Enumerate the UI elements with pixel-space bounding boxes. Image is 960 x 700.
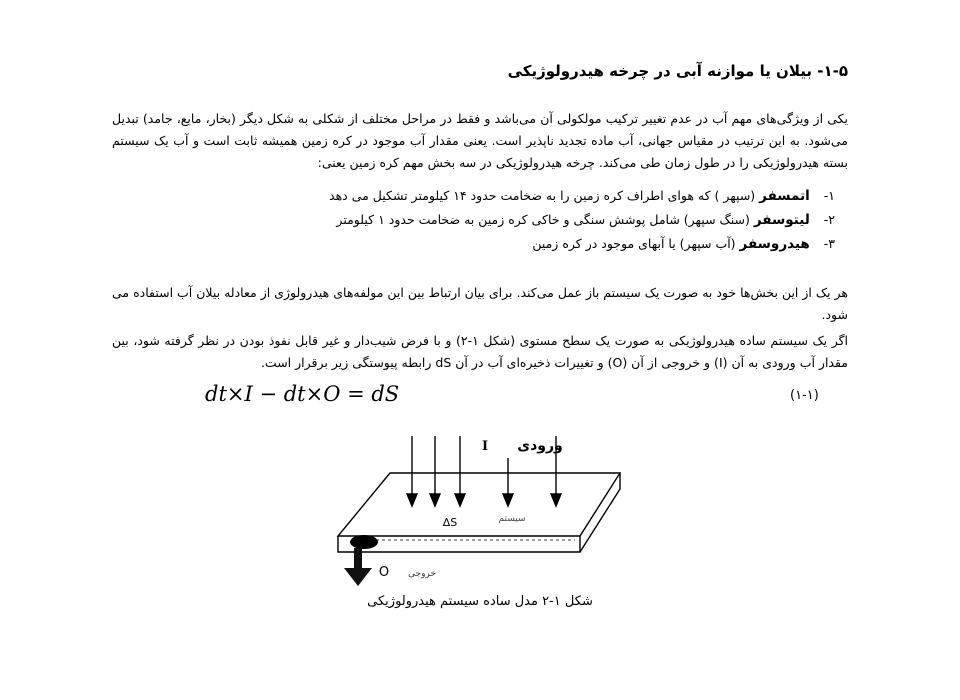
slab-top-face [338, 473, 620, 536]
paragraph-open-systems: هر یک از این بخش‌ها خود به صورت یک سیستم باز عمل می‌کند. برای بیان ارتباط بین این مولفه‌های هیدرولوژی از معادله بیلان آب استفاده می شود. [112, 285, 848, 322]
list-item-term: لیتوسفر [753, 212, 810, 228]
output-label: خروجی [408, 569, 436, 579]
input-label: ورودی [517, 438, 563, 454]
hydrologic-system-diagram [330, 428, 630, 590]
list-item-description: (سپهر ) که هوای اطراف کره زمین را به ضخامت حدود ۱۴ کیلومتر تشکیل می دهد [329, 188, 756, 203]
outflow-drop [350, 535, 378, 549]
input-symbol: I [481, 439, 489, 454]
list-item [135, 208, 835, 232]
list-item-description: (آب سپهر) یا آبهای موجود در کره زمین [532, 236, 736, 251]
figure-caption: شکل ۱-۲ مدل ساده سیستم هیدرولوژیکی [367, 594, 593, 609]
section-heading: ۱-۵- بیلان یا موازنه آبی در چرخه هیدرولوژیکی [507, 62, 848, 80]
equation-number: (۱-۱) [790, 388, 819, 403]
paragraph-intro: یکی از ویژگی‌های مهم آب در عدم تغییر ترکیب مولکولی آن می‌باشد و فقط در مراحل مختلف از شکلی به شکل دیگر (بخار، مایع، جامد) تبدیل می‌شود. به این ترتیب در مقیاس جهانی، آب ماده تجدید ناپذیر است. یعنی مقدار آب موجود در کره زمین همیشه ثابت است و آب یک سیستم بسته هیدرولوژیکی را در طول زمان طی می‌کند. چرخه هیدرولوژیکی در سه بخش مهم کره زمین یعنی: [112, 111, 848, 170]
list-item [135, 184, 835, 208]
list-item-number: ۲- [823, 212, 835, 227]
output-symbol: O [378, 565, 390, 580]
water-balance-equation: dt×I − dt×O = dS [205, 382, 400, 406]
list-item-number: ۳- [823, 236, 835, 251]
list-item-description: (سنگ سپهر) شامل پوشش سنگی و خاکی کره زمین به ضخامت حدود ۱ کیلومتر [336, 212, 750, 227]
system-label: سیستم [498, 514, 526, 524]
spheres-list [135, 184, 835, 256]
list-item-number: ۱- [823, 188, 835, 203]
list-item [135, 232, 835, 256]
slab-side-face [580, 473, 620, 552]
storage-label: ΔS [442, 516, 458, 529]
paragraph-system-description: اگر یک سیستم ساده هیدرولوژیکی به صورت یک سطح مستوی (شکل ۱-۲) و با فرض شیب‌دار و غیر قابل نفوذ بودن در نظر گرفته شود، بین مقدار آب ورودی به آن (I) و خروجی از آن (O) و تغییرات ذخیره‌ای آب در آن dS رابطه پیوستگی زیر برقرار است. [112, 333, 849, 370]
list-item-term: اتمسفر [759, 188, 810, 204]
output-arrow-icon [344, 548, 372, 586]
list-item-term: هیدروسفر [739, 236, 810, 252]
